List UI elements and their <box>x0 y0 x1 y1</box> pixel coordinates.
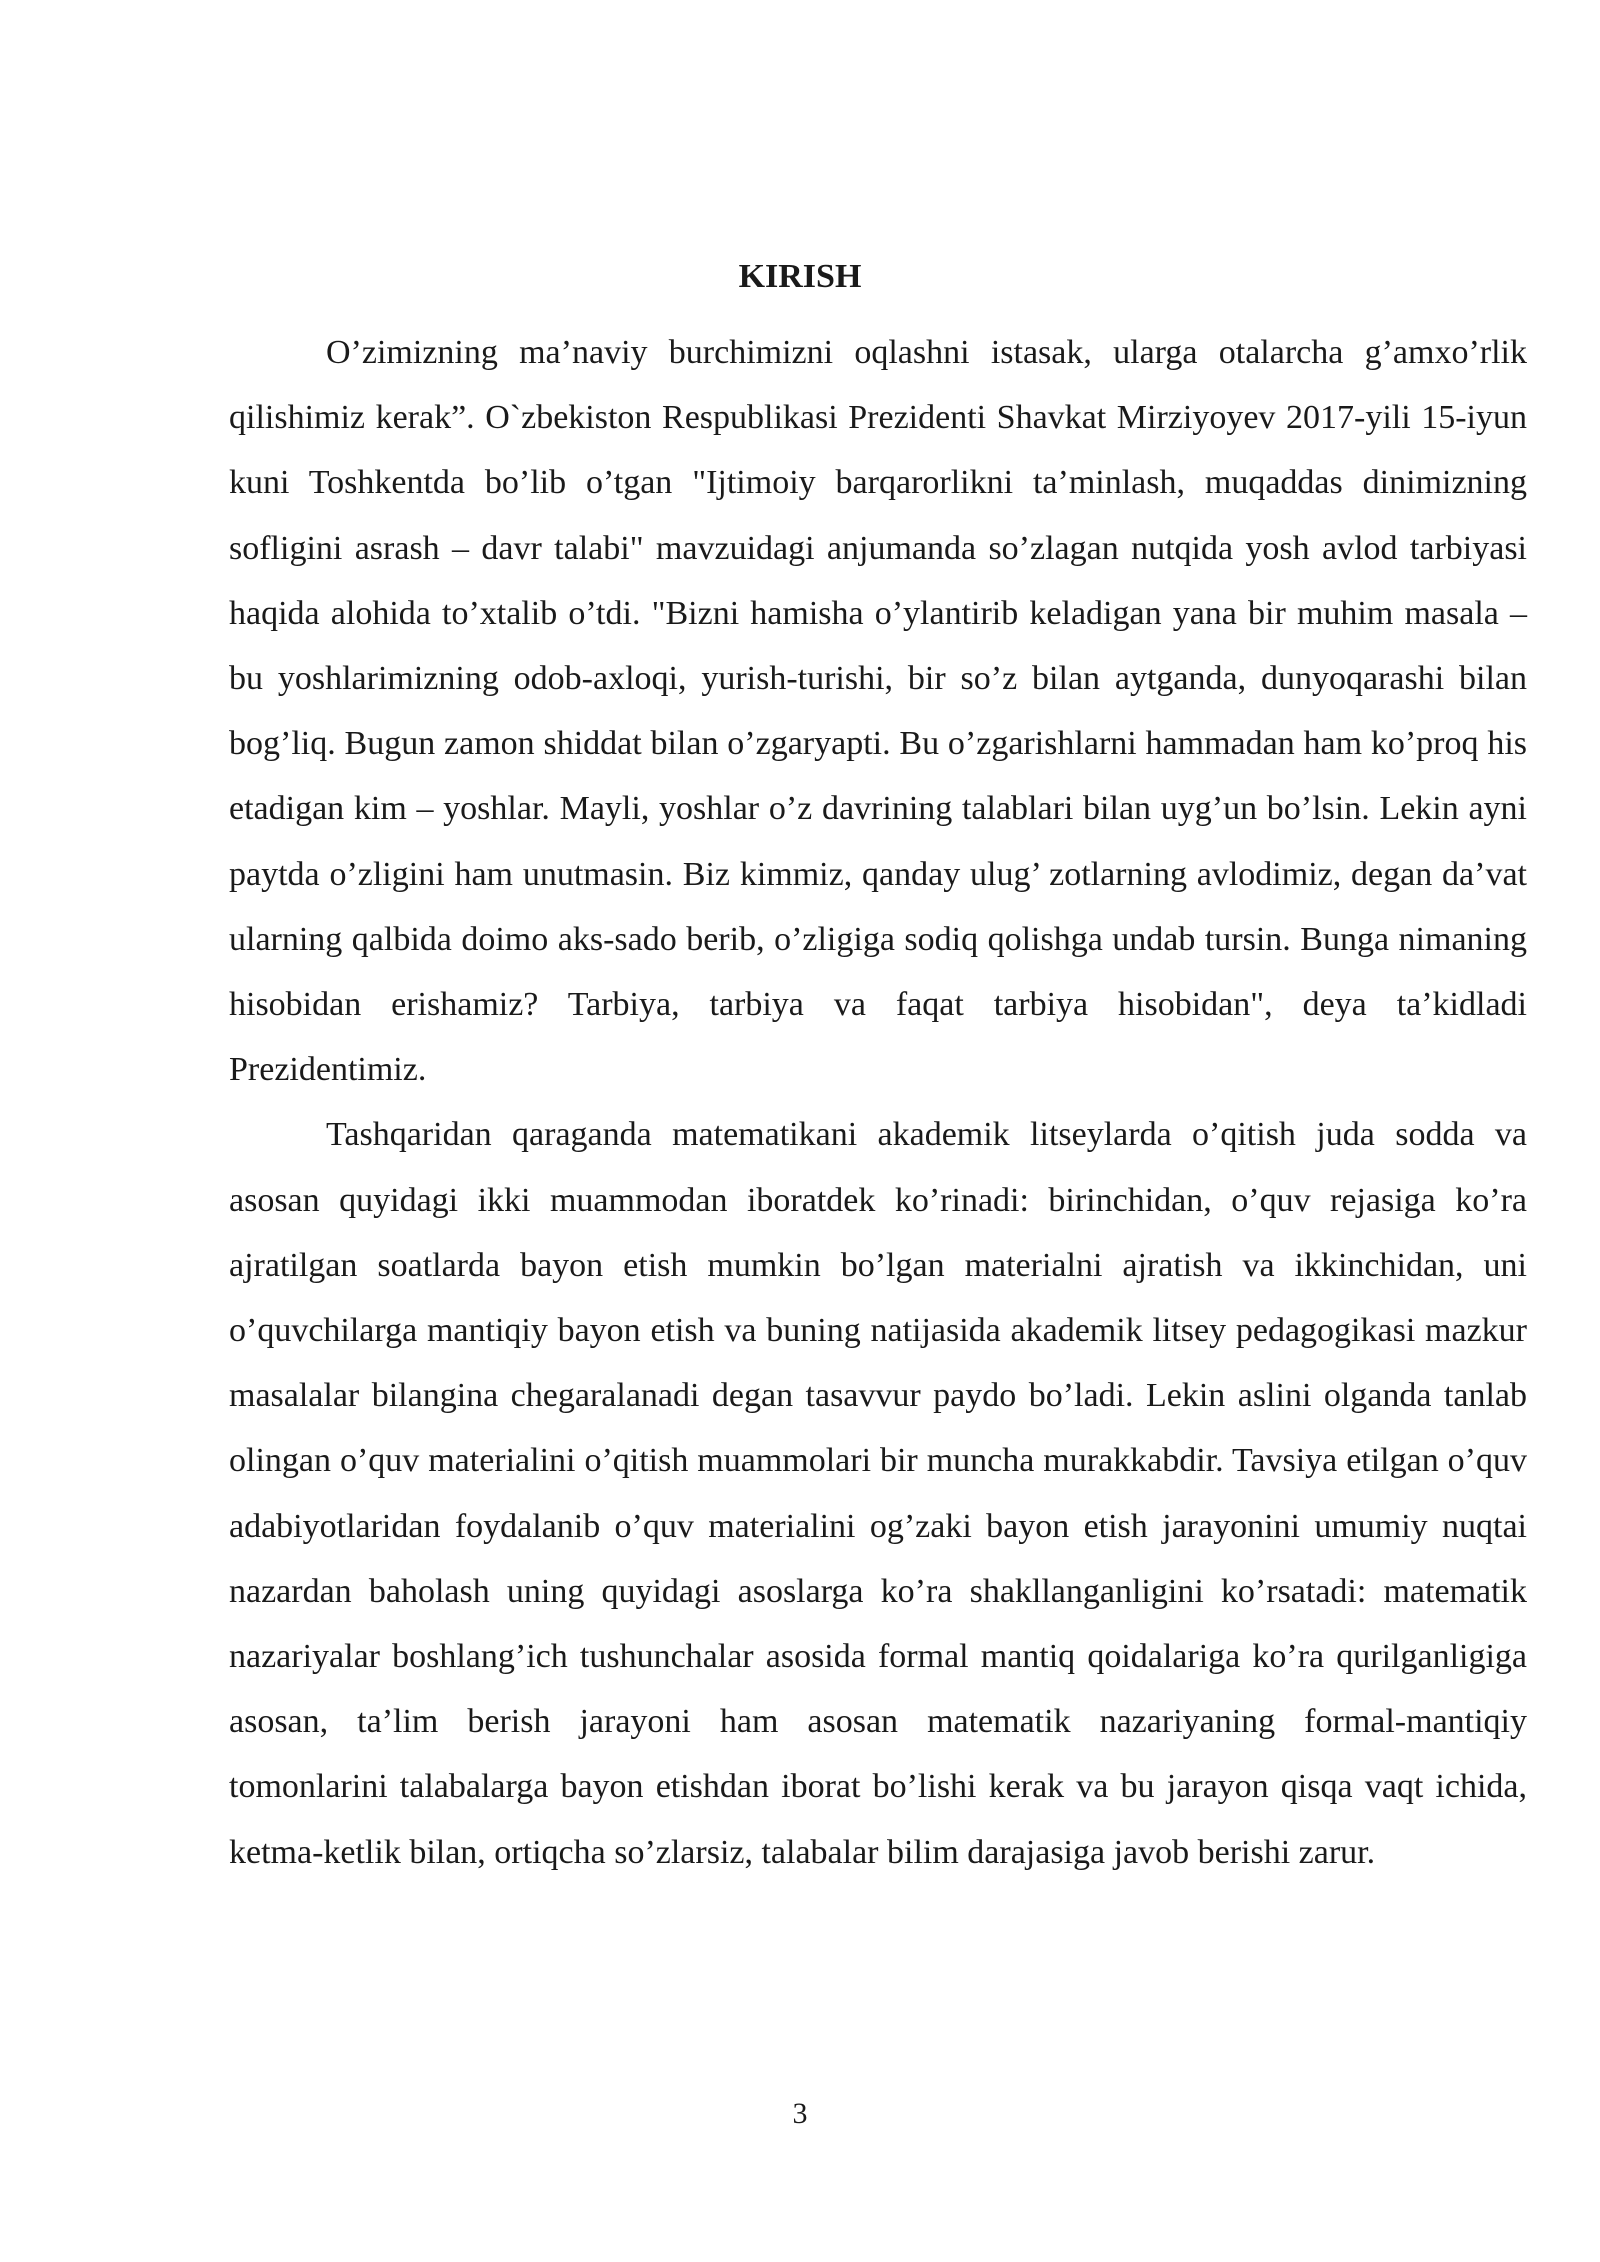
page-number: 3 <box>792 2097 808 2130</box>
body-text <box>229 320 1527 1885</box>
page-title: KIRISH <box>738 258 862 295</box>
paragraph-1: O’zimizning ma’naviy burchimizni oqlashni istasak, ularga otalarcha g’amxo’rlik qilishimiz kerak”. O`zbekiston Respublikasi Prezidenti Shavkat Mirziyoyev 2017-yili 15-iyun kuni Toshkentda bo’lib o’tgan "Ijtimoiy barqarorlikni ta’minlash, muqaddas dinimizning sofligini asrash – davr talabi" mavzuidagi anjumanda so’zlagan nutqida yosh avlod tarbiyasi haqida alohida to’xtalib o’tdi. "Bizni hamisha o’ylantirib keladigan yana bir muhim masala – bu yoshlarimizning odob-axloqi, yurish-turishi, bir so’z bilan aytganda, dunyoqarashi bilan bog’liq. Bugun zamon shiddat bilan o’zgaryapti. Bu o’zgarishlarni hammadan ham ko’proq his etadigan kim – yoshlar. Mayli, yoshlar o’z davrining talablari bilan uyg’un bo’lsin. Lekin ayni paytda o’zligini ham unutmasin. Biz kimmiz, qanday ulug’ zotlarning avlodimiz, degan da’vat ularning qalbida doimo aks-sado berib, o’zligiga sodiq qolishga undab tursin. Bunga nimaning hisobidan erishamiz? Tarbiya, tarbiya va faqat tarbiya hisobidan", deya ta’kidladi Prezidentimiz. <box>229 334 1527 1089</box>
paragraph-2: Tashqaridan qaraganda matematikani akademik litseylarda o’qitish juda sodda va asosan quyidagi ikki muammodan iboratdek ko’rinadi: birinchidan, o’quv rejasiga ko’ra ajratilgan soatlarda bayon etish mumkin bo’lgan materialni ajratish va ikkinchidan, uni o’quvchilarga mantiqiy bayon etish va buning natijasida akademik litsey pedagogikasi mazkur masalalar bilangina chegaralanadi degan tasavvur paydo bo’ladi. Lekin aslini olganda tanlab olingan o’quv materialini o’qitish muammolari bir muncha murakkabdir. Tavsiya etilgan o’quv adabiyotlaridan foydalanib o’quv materialini og’zaki bayon etish jarayonini umumiy nuqtai nazardan baholash uning quyidagi asoslarga ko’ra shakllanganligini ko’rsatadi: matematik nazariyalar boshlang’ich tushunchalar asosida formal mantiq qoidalariga ko’ra qurilganligiga asosan, ta’lim berish jarayoni ham asosan matematik nazariyaning formal-mantiqiy tomonlarini talabalarga bayon etishdan iborat bo’lishi kerak va bu jarayon qisqa vaqt ichida, ketma-ketlik bilan, ortiqcha so’zlarsiz, talabalar bilim darajasiga javob berishi zarur. <box>229 1116 1527 1871</box>
